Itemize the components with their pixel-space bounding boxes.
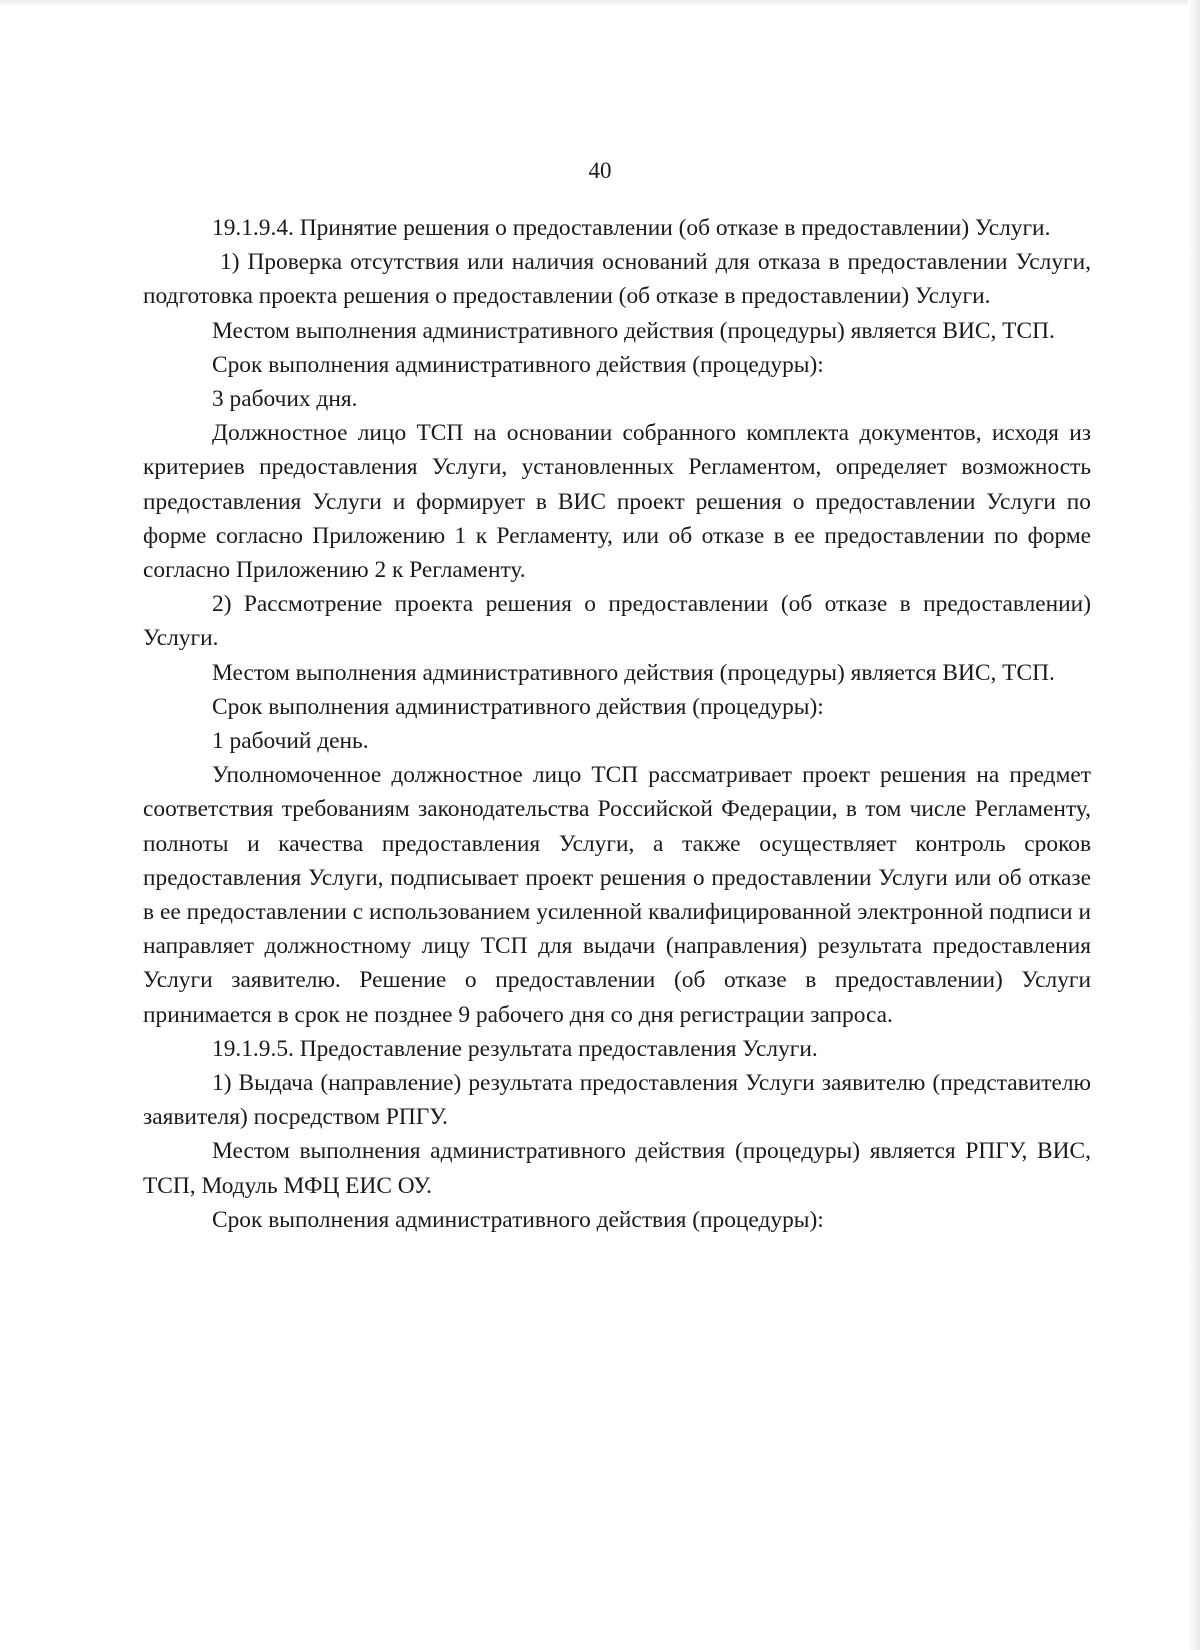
paragraph-term-label-2: Срок выполнения административного действия (процедуры):: [212, 693, 824, 720]
step-2-heading: 2) Рассмотрение проекта решения о предоставлении (об отказе в предоставлении) Услуги.: [143, 591, 1091, 652]
section-heading-19-1-9-4: 19.1.9.4. Принятие решения о предоставлении (об отказе в предоставлении) Услуги.: [212, 215, 1051, 241]
document-body: [143, 211, 1091, 1237]
paragraph-place-3: Местом выполнения административного действия (процедуры) является РПГУ, ВИС, ТСП, Модуль МФЦ ЕИС ОУ.: [143, 1138, 1091, 1199]
paragraph-term-value-2: 1 рабочий день.: [212, 728, 369, 755]
paragraph-official-action-2: Уполномоченное должностное лицо ТСП рассматривает проект решения на предмет соответствия требованиям законодательства Российской Федерации, в том числе Регламенту, полноты и качества предоставления Услуги, а также осуществляет контроль сроков предоставления Услуги, подписывает проект решения о предоставлении Услуги или об отказе в ее предоставлении с использованием усиленной квалифицированной электронной подписи и направляет должностному лицу ТСП для выдачи (направления) результата предоставления Услуги заявителю. Решение о предоставлении (об отказе в предоставлении) Услуги принимается в срок не позднее 9 рабочего дня со дня регистрации запроса.: [143, 762, 1091, 1028]
scan-edge-shadow: [1188, 0, 1200, 1650]
section-heading-19-1-9-5: 19.1.9.5. Предоставление результата предоставления Услуги.: [212, 1035, 818, 1062]
paragraph-place-2: Местом выполнения административного действия (процедуры) является ВИС, ТСП.: [212, 659, 1055, 686]
scan-top-shadow: [0, 0, 1200, 6]
paragraph-term-label-1: Срок выполнения административного действия (процедуры):: [212, 351, 824, 378]
page-number: 40: [588, 158, 612, 183]
step-1-heading: 1) Проверка отсутствия или наличия оснований для отказа в предоставлении Услуги, подготовка проекта решения о предоставлении (об отказе в предоставлении) Услуги.: [143, 249, 1091, 310]
step-1-heading-issue: 1) Выдача (направление) результата предоставления Услуги заявителю (представителю заявителя) посредством РПГУ.: [143, 1070, 1091, 1131]
paragraph-term-label-3: Срок выполнения административного действия (процедуры):: [212, 1206, 824, 1233]
paragraph-term-value-1: 3 рабочих дня.: [212, 386, 358, 413]
paragraph-place-1: Местом выполнения административного действия (процедуры) является ВИС, ТСП.: [212, 317, 1055, 344]
paragraph-official-action-1: Должностное лицо ТСП на основании собранного комплекта документов, исходя из критериев предоставления Услуги, установленных Регламентом, определяет возможность предоставления Услуги и формирует в ВИС проект решения о предоставлении Услуги по форме согласно Приложению 1 к Регламенту, или об отказе в ее предоставлении по форме согласно Приложению 2 к Регламенту.: [143, 420, 1091, 584]
